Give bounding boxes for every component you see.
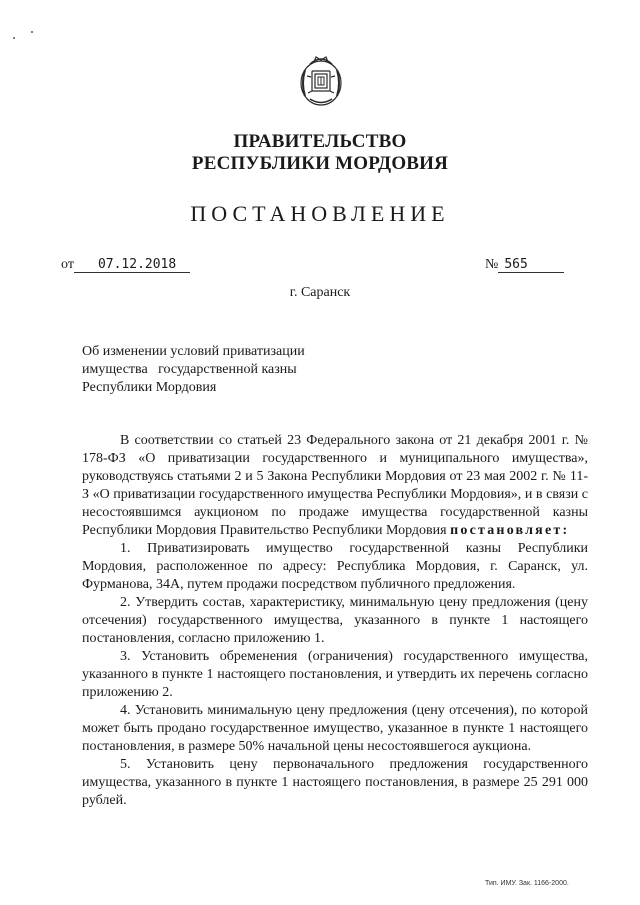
document-number-field [485,257,564,273]
preamble-text: В соответствии со статьей 23 Федерального закона от 21 декабря 2001 г. № 178-ФЗ «О приватизации государственного и муниципального имущества», руководствуясь статьями 2 и 5 Закона Республики Мордовия от 23 мая 2002 г. № 11-З «О приватизации государственного имущества Республики Мордовия», и в связи с несостоявшимся аукционом по продаже имущества государственной казны Республики Мордовия Правительство Республики Мордовия [82,433,588,538]
print-mark: Тип. ИМУ. Зак. 1166-2000. [485,880,569,887]
clause-paragraph: 4. Установить минимальную цену предложения (цену отсечения), по которой может быть продано государственное имущество, указанное в пункте 1 настоящего постановления, в размере 50% начальной цены несостоявшегося аукциона. [82,703,588,754]
subject-line: Об изменении условий приватизации [82,344,305,359]
preamble-paragraph [82,432,588,540]
clause-paragraph: 2. Утвердить состав, характеристику, минимальную цену предложения (цену отсечения) государственного имущества, указанного в пункте 1 настоящего постановления, согласно приложению 1. [82,595,588,646]
org-title-line1: ПРАВИТЕЛЬСТВО [233,131,407,152]
clause-paragraph: 1. Приватизировать имущество государственной казны Республики Мордовия, расположенное по адресу: Республика Мордовия, г. Саранск, ул. Фурманова, 34А, путем продажи посредством публичного предложения. [82,541,588,592]
scan-speck [13,37,15,39]
date-prefix: от [61,257,74,272]
subject-line: имущества государственной казны [82,362,297,377]
clause-paragraph: 5. Установить цену первоначального предложения государственного имущества, указанного в пункте 1 настоящего постановления, в размере 25 291 000 рублей. [82,757,588,808]
document-type: ПОСТАНОВЛЕНИЕ [190,201,450,226]
document-number: 565 [498,257,564,273]
resolution-keyword: постановляет: [450,523,570,538]
document-subject [82,343,352,397]
coat-of-arms-icon [296,52,346,110]
document-date: 07.12.2018 [74,257,190,273]
document-date-field [61,257,190,273]
city-name: г. Саранск [289,285,351,300]
subject-line: Республики Мордовия [82,380,217,395]
org-title-line2: РЕСПУБЛИКИ МОРДОВИЯ [191,153,449,174]
clause-paragraph: 3. Установить обременения (ограничения) государственного имущества, указанного в пункте 1 настоящего постановления, и утвердить их перечень согласно приложению 2. [82,649,588,700]
number-prefix: № [485,257,499,272]
scan-speck [31,31,33,33]
document-body [82,432,588,810]
